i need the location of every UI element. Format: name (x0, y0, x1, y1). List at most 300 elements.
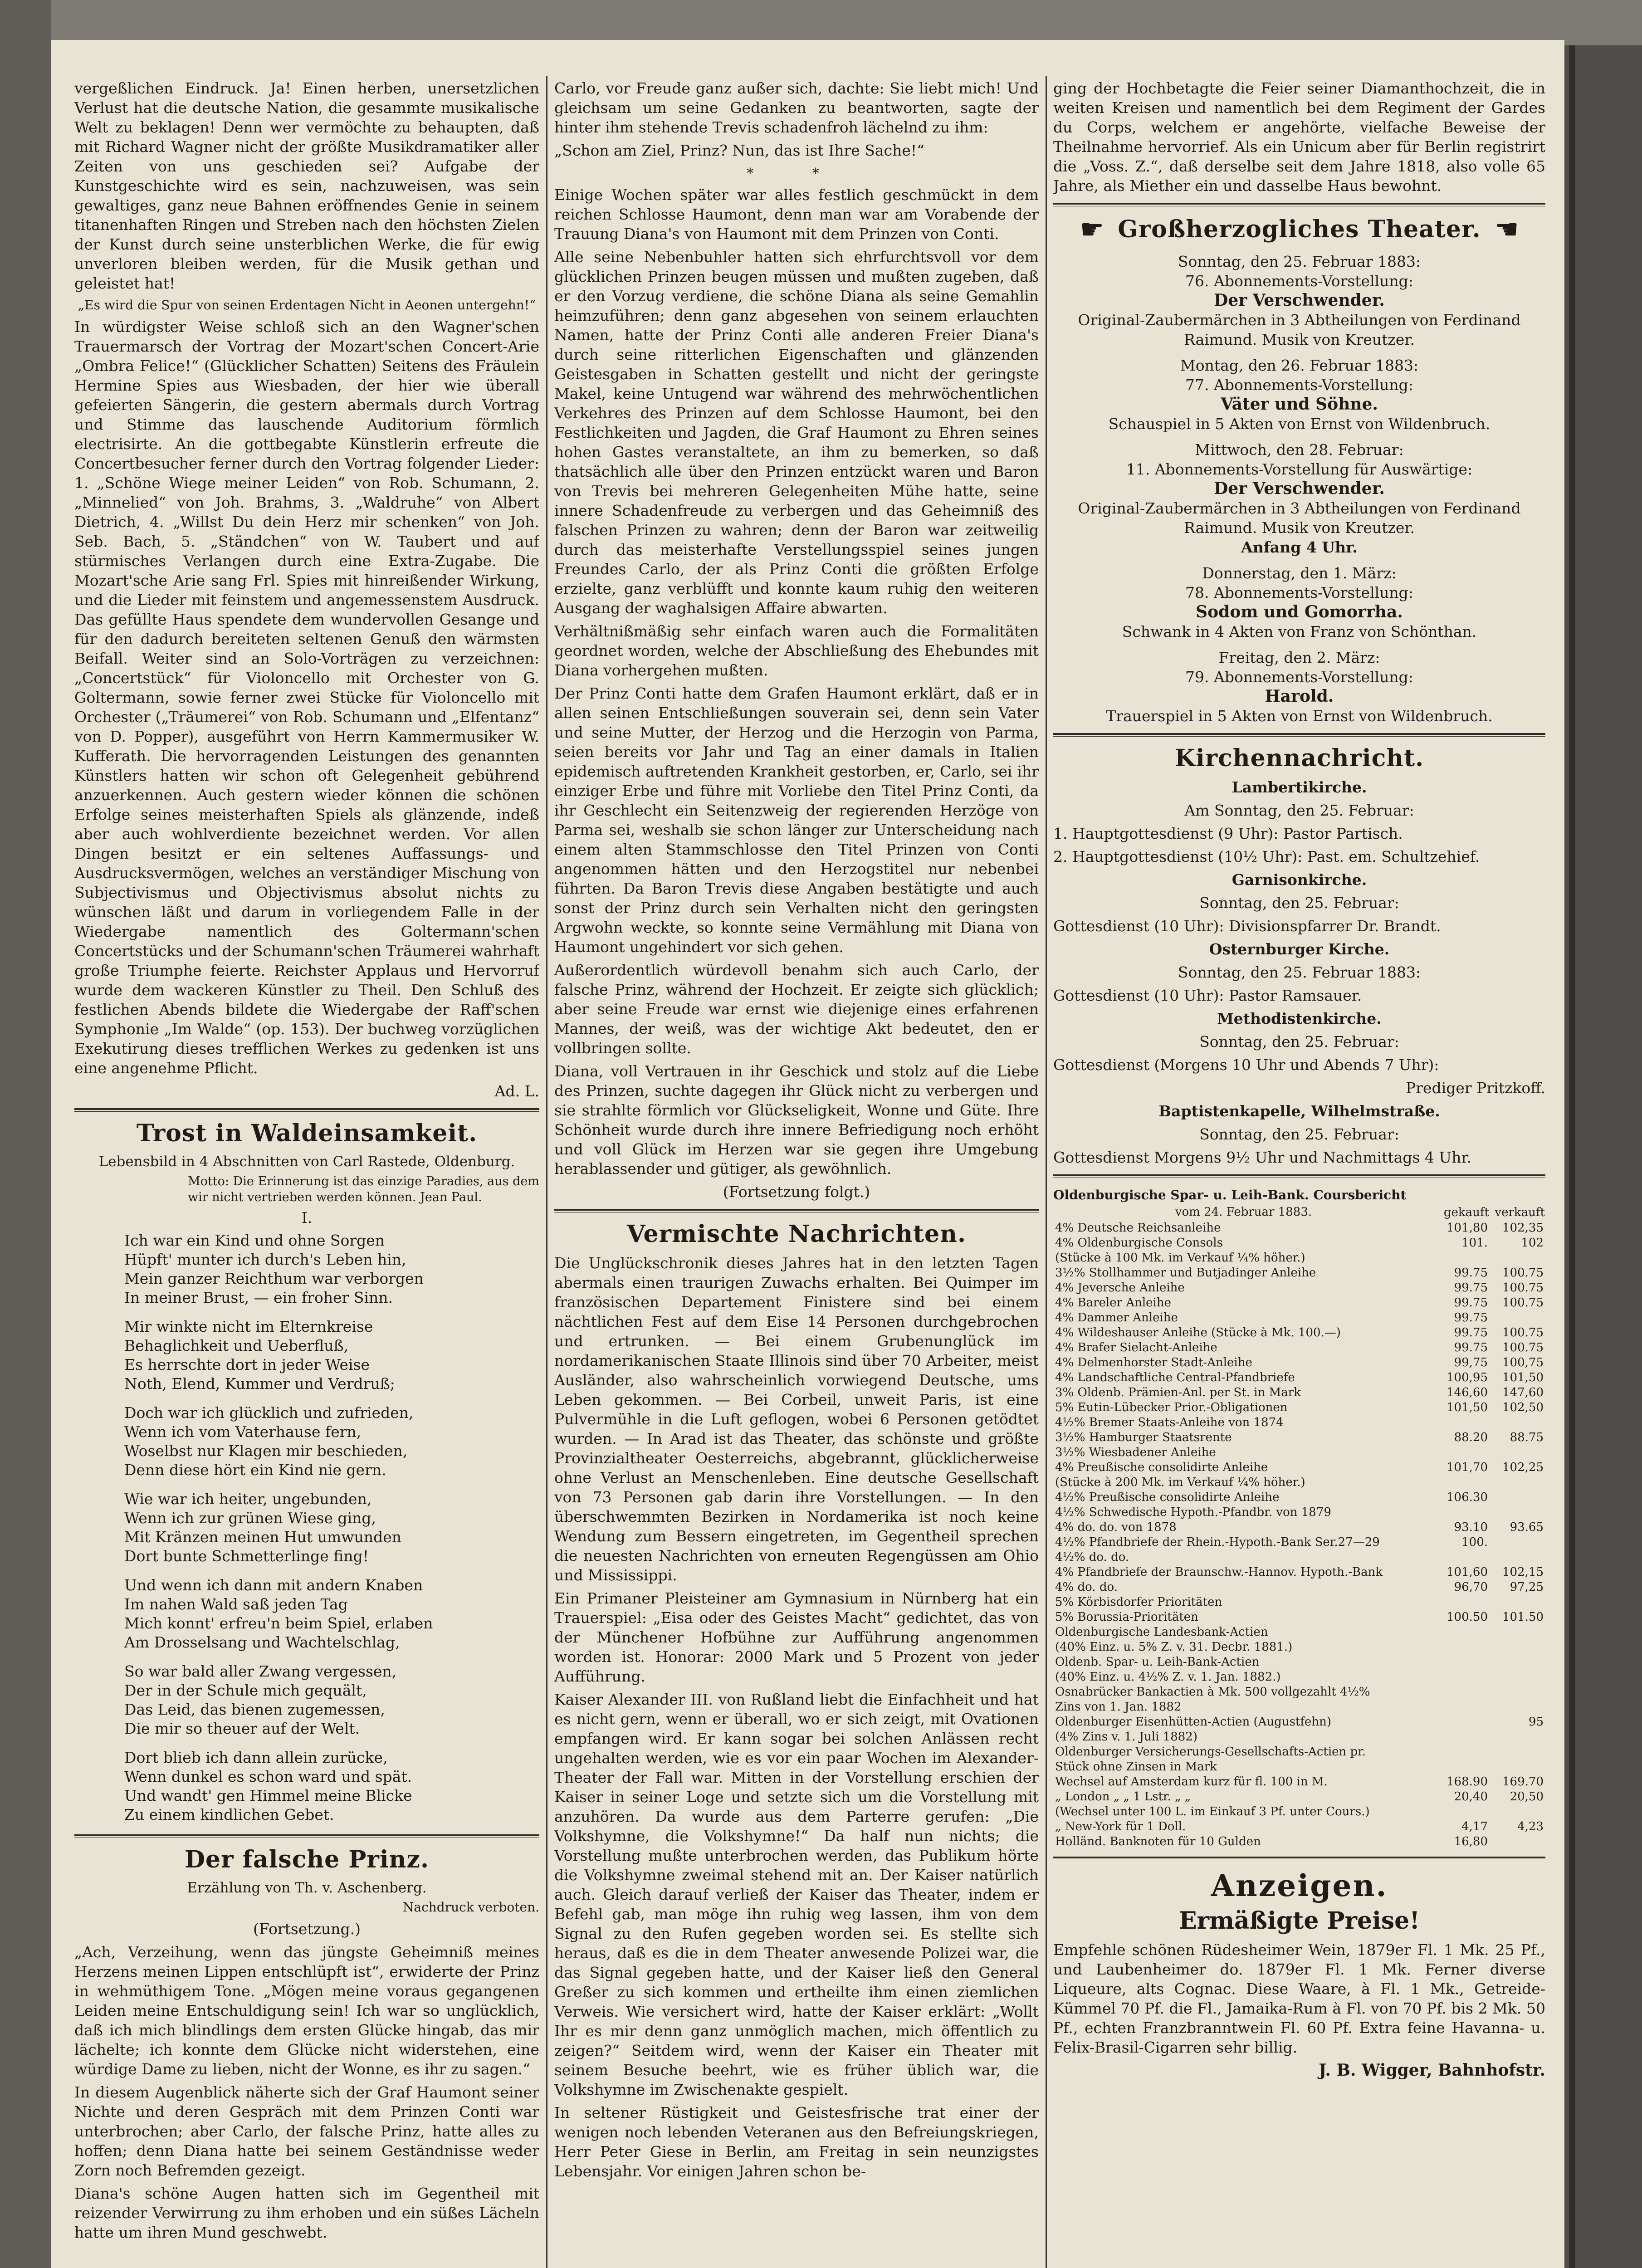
theater-desc: Schwank in 4 Akten von Franz von Schönthan. (1122, 623, 1477, 640)
story-paragraph: Diana, voll Vertrauen in ihr Geschick und stolz auf die Liebe des Prinzen, suchte dagegen ihr Glück nicht zu verbergen und sie strahlte förmlich vor Glückseligkeit, Wonne und Güte. Ihre Schönheit wurde durch ihre innere Befriedigung noch erhöht und voll Glück im Herzen war sie gegen ihre Umgebung herablassender und gütiger, als gewöhnlich. (554, 1062, 1039, 1178)
kurs-sold: 20,50 (1510, 1790, 1544, 1804)
prinz-continuation: (Fortsetzung.) (253, 1920, 361, 1938)
theater-desc: Schauspiel in 5 Akten von Ernst von Wildenbruch. (1108, 415, 1491, 433)
theater-entry (1053, 648, 1545, 726)
kurs-security: 4% Preußische consolidirte Anleihe (1055, 1461, 1268, 1474)
kurs-bought (1434, 1745, 1490, 1760)
kurs-row (1053, 1310, 1545, 1325)
kurs-bought: 99.75 (1454, 1266, 1488, 1280)
kurs-header-row (1053, 1205, 1545, 1221)
column-2 (554, 78, 1039, 2185)
kurs-row (1053, 1685, 1545, 1700)
poem-line: Wenn dunkel es schon ward und spät. (124, 1768, 412, 1785)
kurs-col-sold: verkauft (1495, 1206, 1545, 1219)
kirche-baptist-1: Gottesdienst Morgens 9½ Uhr und Nachmittags 4 Uhr. (1053, 1149, 1472, 1166)
kurs-sold: 101.50 (1502, 1610, 1544, 1624)
poem-stanza (124, 1317, 539, 1393)
kurs-row (1053, 1730, 1545, 1745)
theater-title: Großherzogliches Theater. (1118, 215, 1481, 243)
poem-line: Wenn ich zur grünen Wiese ging, (124, 1509, 376, 1527)
kurs-sold (1490, 1834, 1545, 1849)
kurs-row (1053, 1610, 1545, 1625)
kurs-row (1053, 1625, 1545, 1640)
kurs-sold: 100.75 (1502, 1341, 1544, 1354)
kurs-bought: 93.10 (1454, 1520, 1488, 1534)
kurs-bought (1434, 1670, 1490, 1685)
kurs-sold: 97,25 (1510, 1580, 1544, 1594)
divider (1053, 203, 1545, 206)
kurs-row (1053, 1834, 1545, 1849)
theater-series: 79. Abonnements-Vorstellung: (1185, 668, 1413, 686)
news-paragraph: Die Unglückschronik dieses Jahres hat in den letzten Tagen abermals einen traurigen Zuwachs erhalten. Bei Quimper im französischen Departement Finistere sind bei einem nächtlichen Fest auf dem Eise 14 Personen durchgebrochen und ertrunken. — Bei einem Grubenunglück im nordamerikanischen Staate Illinois sind über 70 Arbeiter, meist Ausländer, also wahrscheinlich vorwiegend Deutsche, ums Leben gekommen. — Bei Corbeil, unweit Paris, ist eine Pulvermühle in die Luft geflogen, wobei 6 Personen getödtet wurden. — In Arad ist das Theater, das schönste und größte Provinzialtheater Oesterreichs, abgebrannt, glücklicherweise ohne Verlust an Menschenleben. Eine deutsche Gesellschaft von 73 Personen gab darin ihre Vorstellungen. — In den überschwemmten Bezirken in Nordamerika ist noch keine Wendung zum Bessern eingetreten, im Gegentheil sprechen die neuesten Nachrichten von erneuten Regengüssen am Ohio und Mississippi. (554, 1254, 1039, 1584)
kurs-row (1053, 1655, 1545, 1670)
kurs-sold: 88.75 (1510, 1431, 1544, 1444)
kurs-bought (1434, 1475, 1490, 1490)
kurs-security: 4% do. do. von 1878 (1055, 1520, 1177, 1534)
divider (554, 1209, 1039, 1212)
poem-line: Noth, Elend, Kummer und Verdruß; (124, 1375, 395, 1393)
theater-play: Sodom und Gomorrha. (1196, 602, 1403, 621)
theater-desc: Original-Zaubermärchen in 3 Abtheilungen von Ferdinand Raimund. Musik von Kreutzer. (1078, 311, 1521, 348)
theater-date: Mittwoch, den 28. Februar: (1195, 441, 1404, 459)
kurs-bought (1434, 1550, 1490, 1565)
theater-desc: Trauerspiel in 5 Akten von Ernst von Wildenbruch. (1106, 707, 1493, 725)
kurs-bought (1434, 1595, 1490, 1610)
pointing-hand-left-icon: ☚ (1494, 214, 1519, 245)
page-left-shadow (0, 0, 51, 2268)
kirche-garnison-date: Sonntag, den 25. Februar: (1199, 894, 1399, 912)
kurs-security: 4½% Schwedische Hypoth.-Pfandbr. von 1879 (1055, 1505, 1331, 1519)
poem-line: Es herrschte dort in jeder Weise (124, 1356, 370, 1374)
poem-line: Doch war ich glücklich und zufrieden, (124, 1404, 414, 1422)
kurs-security: 4% Delmenhorster Stadt-Anleihe (1055, 1356, 1252, 1369)
kurs-row (1053, 1295, 1545, 1310)
poem-line: Das Leid, das bienen zugemessen, (124, 1701, 385, 1718)
kurs-sold (1490, 1730, 1545, 1745)
anzeigen-firm: J. B. Wigger, Bahnhofstr. (1319, 2061, 1545, 2080)
kurs-security: (Wechsel unter 100 L. im Einkauf 3 Pf. unter Cours.) (1055, 1805, 1370, 1818)
poem-line: Mir winkte nicht im Elternkreise (124, 1318, 373, 1335)
theater-series: 11. Abonnements-Vorstellung für Auswärtige: (1126, 460, 1473, 478)
kurs-bought: 168.90 (1447, 1775, 1488, 1789)
article-paragraph: vergeßlichen Eindruck. Ja! Einen herben, unersetzlichen Verlust hat die deutsche Nation, die gesammte musikalische Welt zu beklagen! Denn wer vermöchte zu behaupten, daß mit Richard Wagner nicht der größte Musikdramatiker aller Zeiten von uns geschieden sei? Aufgabe der Kunstgeschichte wird es sein, nachzuweisen, was sein gewaltiges, ganz neue Bahnen eröffnendes Genie in seinem titanenhaften Ringen und Streben nach den höchsten Zielen der Kunst durch seine unsterblichen Werke, die für ewig unverloren bleiben werden, für die Musik gethan und geleistet hat! (74, 79, 539, 292)
story-paragraph: In diesem Augenblick näherte sich der Graf Haumont seiner Nichte und deren Gespräch mit dem Prinzen Conti war unterbrochen; aber Carlo, der falsche Prinz, hatte alles zu hoffen; denn Diana hatte bei seinem Geständnisse weder Zorn noch Befremden gezeigt. (74, 2083, 539, 2179)
story-paragraph: Diana's schöne Augen hatten sich im Gegentheil mit reizender Verwirrung zu ihm erhoben und ein süßes Lächeln hatte um ihren Mund geschwebt. (74, 2185, 539, 2241)
theater-play: Der Verschwender. (1214, 291, 1385, 310)
kurs-sold (1490, 1640, 1545, 1655)
kurs-security: 4½% do. do. (1055, 1550, 1129, 1564)
anzeigen-body: Empfehle schönen Rüdesheimer Wein, 1879er Fl. 1 Mk. 25 Pf., und Laubenheimer do. 1879er Fl. 1 Mk. Ferner diverse Liqueure, alts Cognac. Diese Waare, à Fl. 1 Mk., Getreide-Kümmel 70 Pf. die Fl., Jamaika-Rum à Fl. von 70 Pf. bis 2 Mk. 50 Pf., echten Franzbranntwein Fl. 60 Pf. Extra feine Havanna- u. Felix-Brasil-Cigarren sehr billig. (1053, 1941, 1545, 2056)
kurs-table (1053, 1205, 1545, 1849)
prinz-subtitle: Erzählung von Th. v. Aschenberg. (187, 1880, 427, 1896)
vermischte-title: Vermischte Nachrichten. (626, 1220, 967, 1248)
kurs-bought: 16,80 (1454, 1835, 1488, 1848)
kurs-security: 4% Bareler Anleihe (1055, 1296, 1172, 1310)
news-paragraph: In seltener Rüstigkeit und Geistesfrische trat einer der wenigen noch lebenden Veteranen aus den Befreiungskriegen, Herr Peter Giese in Berlin, am Freitag in sein neunzigstes Lebensjahr. Vor einigen Jahren schon be- (554, 2104, 1039, 2180)
kurs-row (1053, 1415, 1545, 1430)
kurs-row (1053, 1640, 1545, 1655)
kurs-row (1053, 1460, 1545, 1475)
kurs-row (1053, 1385, 1545, 1400)
theater-series: 77. Abonnements-Vorstellung: (1185, 376, 1413, 394)
poem-line: Und wandt' gen Himmel meine Blicke (124, 1787, 412, 1804)
kurs-bought (1434, 1640, 1490, 1655)
kurs-security: 4% Oldenburgische Consols (1055, 1236, 1223, 1250)
column-rule (546, 76, 547, 2268)
kurs-sold: 102,25 (1502, 1461, 1544, 1474)
kurs-sold (1490, 1595, 1545, 1610)
poem-line: Dort blieb ich dann allein zurücke, (124, 1749, 388, 1766)
kirche-osternburg-date: Sonntag, den 25. Februar 1883: (1178, 963, 1421, 981)
kurs-row (1053, 1580, 1545, 1595)
theater-date: Montag, den 26. Februar 1883: (1180, 357, 1419, 374)
kurs-bought: 4,17 (1461, 1820, 1488, 1833)
kurs-date: vom 24. Februar 1883. (1175, 1205, 1312, 1219)
kurs-sold (1490, 1550, 1545, 1565)
prinz-text-more (554, 185, 1039, 1178)
prinz-reprint-note: Nachdruck verboten. (402, 1900, 539, 1915)
kurs-bought: 101,70 (1447, 1461, 1488, 1474)
kurs-sold (1490, 1655, 1545, 1670)
theater-play: Der Verschwender. (1214, 479, 1385, 498)
story-paragraph: Verhältnißmäßig sehr einfach waren auch die Formalitäten geordnet worden, welche der Abschließung des Ehebundes mit Diana vorhergehen mußten. (554, 622, 1039, 679)
divider (1053, 733, 1545, 737)
kurs-security: 4½% Bremer Staats-Anleihe von 1874 (1055, 1416, 1284, 1429)
kurs-sold (1490, 1415, 1545, 1430)
kurs-sold (1490, 1685, 1545, 1700)
poem-line: Denn diese hört ein Kind nie gern. (124, 1461, 386, 1479)
poem-line: Die mir so theuer auf der Welt. (124, 1720, 360, 1737)
kurs-sold: 102,50 (1502, 1401, 1544, 1414)
kurs-security: Zins von 1. Jan. 1882 (1055, 1700, 1182, 1714)
kurs-bought: 100,95 (1447, 1371, 1488, 1384)
kurs-sold (1490, 1670, 1545, 1685)
trost-section: I. (301, 1209, 313, 1227)
kurs-security: Holländ. Banknoten für 10 Gulden (1055, 1835, 1261, 1848)
kurs-bought: 100. (1461, 1535, 1488, 1549)
kurs-security: Osnabrücker Bankactien à Mk. 500 vollgezahlt 4½% (1055, 1685, 1370, 1699)
vermischte-text (554, 1253, 1039, 2181)
kurs-sold (1490, 1475, 1545, 1490)
kurs-sold: 169.70 (1502, 1775, 1544, 1789)
kurs-sold: 100.75 (1502, 1326, 1544, 1339)
poem-stanza (124, 1403, 539, 1480)
kurs-sold (1490, 1310, 1545, 1325)
kurs-security: 3½% Hamburger Staatsrente (1055, 1431, 1232, 1444)
kurs-sold (1490, 1804, 1545, 1819)
kirche-method-1: Gottesdienst (Morgens 10 Uhr und Abends 7 Uhr): (1053, 1056, 1439, 1074)
kurs-bought (1434, 1804, 1490, 1819)
kirche-baptist: Baptistenkapelle, Wilhelmstraße. (1158, 1102, 1440, 1120)
kurs-col-bought: gekauft (1443, 1206, 1489, 1219)
poem-stanza (124, 1231, 539, 1307)
kurs-sold (1490, 1251, 1545, 1266)
news-paragraph: Kaiser Alexander III. von Rußland liebt die Einfachheit und hat es nicht gern, wenn er überall, wo er sich zeigt, mit Ovationen empfangen wird. Er kann sogar bei solchen Anlässen recht ungehalten werden, wie es vor ein paar Wochen im Alexander-Theater der Fall war. Mitten in der Vorstellung erschien der Kaiser in seiner Loge und setzte sich um die Vorstellung mit anzuhören. Da wurde aus dem Parterre gerufen: „Die Volkshymne, die Volkshymne!“ Da half nun nichts; die Vorstellung mußte unterbrochen werden, das Publikum hörte die Volkshymne zweimal stehend mit an. Der Kaiser natürlich auch. Gleich darauf verließ der Kaiser das Theater, indem er Befehl gab, man möge ihn ruhig weg lassen, ihm von dem Signal zu den Rufen gegeben worden sei. Es stellte sich heraus, daß es die in dem Theater anwesende Polizei war, die das Signal gegeben hatte, und der Kaiser ließ den General Greßer zu sich kommen und ertheilte ihm einen ziemlichen Verweis. Wie versichert wird, hatte der Kaiser erklärt: „Wollt Ihr es mir denn ganz unmöglich machen, mich öffentlich zu zeigen?“ Seitdem wird, wenn der Kaiser ein Theater mit seinem Besuche beehrt, wie es früher üblich war, die Volkshymne im Zwischenakte gespielt. (554, 1691, 1039, 2098)
kurs-row (1053, 1700, 1545, 1715)
poem-line: Mein ganzer Reichthum war verborgen (124, 1270, 424, 1287)
poem-stanza (124, 1490, 539, 1566)
theater-entry (1053, 440, 1545, 557)
prinz-fortsetzung: (Fortsetzung folgt.) (723, 1183, 870, 1201)
kurs-row (1053, 1819, 1545, 1834)
story-paragraph: Alle seine Nebenbuhler hatten sich ehrfurchtsvoll vor dem glücklichen Prinzen beugen müssen und mußten zugeben, daß er den Vorzug verdiene, die schöne Diana als seine Gemahlin heimzuführen; denn ganz abgesehen von seinem erlauchten Namen, hatte der Prinz Conti alle anderen Freier Diana's durch seine ritterlichen Eigenschaften und glänzenden Geistesgaben in Schatten gestellt und nicht der geringste Makel, keine Untugend war während des mehrwöchentlichen Verkehres des Prinzen auf dem Schlosse Haumont, bei den Festlichkeiten und Jagden, die Graf Haumont zu Ehren seines hohen Gastes veranstaltete, an ihm zu bemerken, so daß thatsächlich alle über den Prinzen entzückt waren und Baron von Trevis bei mehreren Gelegenheiten Mühe hatte, seine innere Schadenfreude zu verbergen und das Geheimniß des falschen Prinzen zu wahren; denn der Baron war zeitweilig durch das meisterhafte Verstellungsspiel seines jungen Freundes Carlo, der als Prinz Conti die größten Erfolge erzielte, ganz verblüfft und konnte kaum ruhig den weiteren Ausgang der waghalsigen Affaire abwarten. (554, 248, 1039, 617)
trost-title: Trost in Waldeinsamkeit. (136, 1119, 478, 1147)
kurs-bought: 99.75 (1454, 1281, 1488, 1295)
column-3 (1053, 78, 1545, 2084)
divider (1053, 1174, 1545, 1178)
kurs-sold: 95 (1528, 1715, 1544, 1729)
poem-line: So war bald aller Zwang vergessen, (124, 1662, 397, 1680)
kurs-bought: 101,80 (1447, 1221, 1488, 1235)
kurs-row (1053, 1595, 1545, 1610)
kurs-sold: 100.75 (1502, 1281, 1544, 1295)
story-paragraph: Carlo, vor Freude ganz außer sich, dachte: Sie liebt mich! Und gleichsam um seine Gedanken zu beantworten, sagte der hinter ihm stehende Trevis schadenfroh lächelnd zu ihm: (554, 79, 1039, 136)
kurs-bought: 101. (1461, 1236, 1488, 1250)
story-paragraph: Der Prinz Conti hatte dem Grafen Haumont erklärt, daß er in allen seinen Entschließungen souverain sei, denn sein Vater und seine Mutter, der Herzog und die Herzogin von Parma, seien bereits vor Jahr und Tag an einer damals in Italien epidemisch auftretenden Krankheit gestorben, er, Carlo, sei ihr einziger Erbe und führe mit Vorliebe den Titel Prinz Conti, da ihr Geschlecht ein Seitenzweig der regierenden Herzöge von Parma sei, weshalb sie schon länger zur Unterscheidung nach einem alten Stammschlosse den Titel Prinzen von Conti angenommen hätten und den Herzogstitel nur nebenbei führten. Da Baron Trevis diese Angaben bestätigte und auch sonst der Prinz durch sein Verhalten nicht den geringsten Argwohn weckte, so konnte seine Vermählung mit Diana von Haumont ungehindert vor sich gehen. (554, 684, 1039, 956)
kurs-row (1053, 1804, 1545, 1819)
kurs-security: 5% Borussia-Prioritäten (1055, 1610, 1198, 1624)
kurs-sold: 147,60 (1502, 1386, 1544, 1399)
kurs-bought: 106.30 (1447, 1491, 1488, 1504)
prinz-title: Der falsche Prinz. (184, 1846, 430, 1873)
kurs-bought: 20,40 (1454, 1790, 1488, 1804)
kurs-security: Oldenburger Eisenhütten-Actien (Augustfehn) (1055, 1715, 1332, 1729)
poem-line: Ich war ein Kind und ohne Sorgen (124, 1232, 385, 1249)
theater-series: 78. Abonnements-Vorstellung: (1185, 584, 1413, 601)
kirche-method: Methodistenkirche. (1217, 1010, 1382, 1027)
kirche-osternburg-1: Gottesdienst (10 Uhr): Pastor Ramsauer. (1053, 987, 1362, 1004)
theater-date: Freitag, den 2. März: (1218, 649, 1380, 666)
kurs-sold: 100.75 (1502, 1266, 1544, 1280)
kirche-lamberti: Lambertikirche. (1232, 778, 1367, 796)
theater-extra: Anfang 4 Uhr. (1241, 538, 1358, 556)
kurs-security: 3% Oldenb. Prämien-Anl. per St. in Mark (1055, 1386, 1301, 1399)
kurs-bought: 99.75 (1454, 1326, 1488, 1339)
kurs-bought: 100.50 (1447, 1610, 1488, 1624)
kurs-bought (1434, 1505, 1490, 1520)
kurs-bought (1434, 1625, 1490, 1640)
kurs-row (1053, 1340, 1545, 1355)
kurs-security: Oldenburger Versicherungs-Gesellschafts-Actien pr. (1055, 1745, 1366, 1759)
kurs-row (1053, 1445, 1545, 1460)
kurs-row (1053, 1670, 1545, 1685)
kurs-security: 4% Wildeshauser Anleihe (Stücke à Mk. 100.—) (1055, 1326, 1341, 1339)
concert-paragraph: In würdigster Weise schloß sich an den Wagner'schen Trauermarsch der Vortrag der Mozart'schen Concert-Arie „Ombra Felice!“ (Glücklicher Schatten) Seitens des Fräulein Hermine Spies aus Wiesbaden, der hier wie überall gefeierten Sängerin, die gestern abermals durch Vortrag und Stimme das lauschende Auditorium förmlich electrisirte. An die gottbegabte Künstlerin erfreute die Concertbesucher ferner durch den Vortrag folgender Lieder: 1. „Schöne Wiege meiner Leiden“ von Rob. Schumann, 2. „Minnelied“ von Joh. Brahms, 3. „Waldruhe“ von Albert Dietrich, 4. „Willst Du dein Herz mir schenken“ von Joh. Seb. Bach, 5. „Ständchen“ von W. Taubert und auf stürmisches Verlangen durch eine Extra-Zugabe. Die Mozart'sche Arie sang Frl. Spies mit hinreißender Wirkung, und die Lieder mit feinstem und angemessenstem Ausdruck. Das gefüllte Haus spendete dem wundervollen Gesange und für den dadurch bereiteten seltenen Genuß den wärmsten Beifall. Weiter sind an Solo-Vorträgen zu verzeichnen: „Concertstück“ für Violoncello mit Orchester von G. Goltermann, sowie ferner zwei Stücke für Violoncello mit Orchester („Träumerei“ von Rob. Schumann und „Elfentanz“ von D. Popper), ausgeführt von Herrn Kammermusiker W. Kufferath. Die hervorragenden Leistungen des genannten Künstlers hatten wir schon oft Gelegenheit gebührend anzuerkennen. Auch gestern wieder können die schönen Erfolge seines meisterhaften Spiels als glänzende, indeß aber auch wohlverdiente bezeichnet werden. Vor allen Dingen besitzt er ein seltenes Auffassungs- und Ausdrucksvermögen, welches an verständiger Mischung von Subjectivismus und Objectivismus absolut nichts zu wünschen läßt und darum in vorliegendem Falle in der Wiedergabe namentlich des Goltermann'schen Concertstücks und der Schumann'schen Träumerei wahrhaft große Triumphe feierte. Reichster Applaus und Hervorruf wurde dem wackeren Künstler zu Theil. Den Schluß des festlichen Abends bildete die Wiedergabe der Raff'schen Symphonie „Im Walde“ (op. 153). Der buchweg vorzüglichen Exekutirung dieses trefflichen Werkes zu gedenken ist uns eine angenehme Pflicht. (74, 318, 539, 1077)
kurs-sold: 93.65 (1510, 1520, 1544, 1534)
binding-edge (1564, 45, 1642, 2268)
news-paragraph: Ein Primaner Pleisteiner am Gymnasium in Nürnberg hat ein Trauerspiel: „Eisa oder des Geistes Macht“ gedichtet, das von der Münchener Hofbühne zur Aufführung angenommen worden ist. Honorar: 2000 Mark und 5 Prozent von jeder Aufführung. (554, 1589, 1039, 1685)
kurs-security: 4% Pfandbriefe der Braunschw.-Hannov. Hypoth.-Bank (1055, 1565, 1383, 1579)
kurs-row (1053, 1789, 1545, 1804)
poem-line: Am Drosselsang und Wachtelschlag, (124, 1633, 400, 1651)
kurs-row (1053, 1550, 1545, 1565)
kurs-security: (Stücke à 200 Mk. im Verkauf ¼% höher.) (1055, 1476, 1305, 1489)
poem-line: Mich konnt' erfreu'n beim Spiel, erlaben (124, 1614, 433, 1632)
kurs-row (1053, 1430, 1545, 1445)
newspaper-page (51, 40, 1564, 2268)
theater-series: 76. Abonnements-Vorstellung: (1185, 272, 1413, 290)
pointing-hand-right-icon: ☛ (1080, 214, 1104, 245)
article-signature: Ad. L. (494, 1082, 539, 1100)
theater-entry (1053, 563, 1545, 641)
story-paragraph: Einige Wochen später war alles festlich geschmückt in dem reichen Schlosse Haumont, denn man war am Vorabende der Trauung Diana's von Haumont mit dem Prinzen von Conti. (554, 186, 1039, 243)
kurs-bought (1434, 1730, 1490, 1745)
kurs-row (1053, 1236, 1545, 1251)
poem-line: In meiner Brust, — ein froher Sinn. (124, 1289, 393, 1306)
theater-date: Donnerstag, den 1. März: (1202, 564, 1397, 582)
kirche-baptist-date: Sonntag, den 25. Februar: (1199, 1125, 1399, 1143)
column-rule (1046, 76, 1047, 2268)
wagner-article (74, 78, 539, 293)
kirche-method-2: Prediger Pritzkoff. (1406, 1079, 1545, 1097)
poem-line: Mit Kränzen meinen Hut umwunden (124, 1528, 401, 1546)
kirche-osternburg: Osternburger Kirche. (1209, 940, 1390, 958)
poem-line: Und wenn ich dann mit andern Knaben (124, 1576, 423, 1594)
kurs-row (1053, 1325, 1545, 1340)
kurs-security: Wechsel auf Amsterdam kurz für fl. 100 in M. (1055, 1775, 1328, 1789)
theater-entry (1053, 252, 1545, 349)
kurs-row (1053, 1490, 1545, 1505)
theater-entry (1053, 356, 1545, 434)
kurs-sold (1490, 1490, 1545, 1505)
kirche-lamberti-2: 2. Hauptgottesdienst (10½ Uhr): Past. em. Schultzehief. (1053, 848, 1480, 865)
poem-line: Der in der Schule mich gequält, (124, 1681, 367, 1699)
kirche-garnison-1: Gottesdienst (10 Uhr): Divisionspfarrer Dr. Brandt. (1053, 917, 1441, 935)
story-paragraph: „Ach, Verzeihung, wenn das jüngste Geheimniß meines Herzens meinen Lippen entschlüpft ist“, erwiderte der Prinz in wehmüthigem Tone. „Mögen meine voraus gegangenen Leiden meine Entschuldigung sein! Ich war so unglücklich, daß ich mich blindlings dem ersten Glücke hingab, das mir lächelte; ich konnte dem Glücke nicht widerstehen, eine würdige Dame zu lieben, nicht der Wonne, es ihr zu sagen.“ (74, 1943, 539, 2078)
kurs-row (1053, 1774, 1545, 1789)
kurs-security: 4% Deutsche Reichsanleihe (1055, 1221, 1221, 1235)
kurs-bought (1434, 1715, 1490, 1730)
kurs-row (1053, 1535, 1545, 1550)
kurs-row (1053, 1715, 1545, 1730)
poem-stanza (124, 1748, 539, 1824)
giese-continuation: ging der Hochbetagte die Feier seiner Diamanthochzeit, die in weiten Kreisen und namentlich bei dem Regiment der Gardes du Corps, welchem er angehörte, vielfache Beweise der Theilnahme hervorrief. Als ein Unicum aber für Berlin registrirt die „Voss. Z.“, daß derselbe seit dem Jahre 1818, also volle 65 Jahre, als Miether ein und dasselbe Haus bewohnt. (1053, 79, 1545, 195)
kirche-lamberti-date: Am Sonntag, den 25. Februar: (1184, 802, 1414, 819)
kirche-title: Kirchennachricht. (1174, 744, 1424, 772)
kurs-security: Stück ohne Zinsen in Mark (1055, 1760, 1217, 1774)
kurs-sold: 4,23 (1517, 1820, 1544, 1833)
kurs-row (1053, 1370, 1545, 1385)
kurs-row (1053, 1355, 1545, 1370)
kurs-security: (Stücke à 100 Mk. im Verkauf ¼% höher.) (1055, 1251, 1305, 1265)
wagner-quote: „Es wird die Spur von seinen Erdentagen Nicht in Aeonen untergehn!“ (78, 298, 536, 313)
theater-play: Väter und Söhne. (1221, 395, 1378, 414)
kurs-security: 4% Landschaftliche Central-Pfandbriefe (1055, 1371, 1295, 1384)
kurs-row (1053, 1400, 1545, 1415)
kurs-security: Oldenb. Spar- u. Leih-Bank-Actien (1055, 1655, 1260, 1669)
kurs-sold: 100,75 (1502, 1356, 1544, 1369)
kurs-security: 5% Eutin-Lübecker Prior.-Obligationen (1055, 1401, 1288, 1414)
kurs-security: (40% Einz. u. 5% Z. v. 31. Decbr. 1881.) (1055, 1640, 1293, 1654)
kurs-bought: 99.75 (1454, 1296, 1488, 1310)
kurs-sold (1490, 1700, 1545, 1715)
kurs-sold (1490, 1445, 1545, 1460)
theater-program (1053, 252, 1545, 726)
trost-motto: Motto: Die Erinnerung ist das einzige Paradies, aus dem wir nicht vertrieben werden können. Jean Paul. (188, 1174, 539, 1204)
kurs-bought (1434, 1251, 1490, 1266)
kurs-title: Oldenburgische Spar- u. Leih-Bank. Coursbericht (1053, 1188, 1407, 1202)
kurs-bought (1434, 1760, 1490, 1774)
kirche-method-date: Sonntag, den 25. Februar: (1199, 1033, 1399, 1051)
kurs-sold: 102,15 (1502, 1565, 1544, 1579)
kurs-security: 4½% Pfandbriefe der Rhein.-Hypoth.-Bank Ser.27—29 (1055, 1535, 1380, 1549)
poem-line: Wie war ich heiter, ungebunden, (124, 1490, 372, 1508)
poem-line: Behaglichkeit und Ueberfluß, (124, 1337, 349, 1354)
kurs-security: „ London „ „ 1 Lstr. „ „ (1055, 1790, 1191, 1804)
kurs-row (1053, 1281, 1545, 1295)
kurs-bought: 99.75 (1454, 1311, 1488, 1325)
poem-line: Im nahen Wald saß jeden Tag (124, 1595, 348, 1613)
kurs-bought: 101,60 (1447, 1565, 1488, 1579)
kirche-lamberti-1: 1. Hauptgottesdienst (9 Uhr): Pastor Partisch. (1053, 825, 1403, 842)
column-1 (74, 78, 539, 2246)
kurs-security: 4½% Preußische consolidirte Anleihe (1055, 1491, 1280, 1504)
kurs-security: 4% Brafer Sielacht-Anleihe (1055, 1341, 1217, 1354)
theater-play: Harold. (1265, 687, 1334, 706)
kurs-security: 3½% Stollhammer und Butjadinger Anleihe (1055, 1266, 1316, 1280)
kurs-security: (4% Zins v. 1. Juli 1882) (1055, 1730, 1197, 1744)
kurs-sold (1490, 1535, 1545, 1550)
kurs-sold (1490, 1625, 1545, 1640)
kurs-bought (1434, 1445, 1490, 1460)
kurs-bought (1434, 1685, 1490, 1700)
kurs-row (1053, 1565, 1545, 1580)
kurs-security: 3½% Wiesbadener Anleihe (1055, 1446, 1216, 1459)
kurs-sold (1490, 1505, 1545, 1520)
kurs-sold: 102 (1521, 1236, 1544, 1250)
kurs-row (1053, 1745, 1545, 1760)
kurs-row (1053, 1251, 1545, 1266)
kurs-bought: 101,50 (1447, 1401, 1488, 1414)
kurs-sold (1490, 1760, 1545, 1774)
divider (1053, 1857, 1545, 1860)
theater-desc: Original-Zaubermärchen in 3 Abtheilungen von Ferdinand Raimund. Musik von Kreutzer. (1078, 499, 1521, 537)
anzeigen-title: Anzeigen. (1211, 1868, 1388, 1903)
kurs-row (1053, 1520, 1545, 1535)
kirche-garnison: Garnisonkirche. (1232, 871, 1367, 889)
kurs-security: „ New-York für 1 Doll. (1055, 1820, 1186, 1833)
divider (74, 1108, 539, 1112)
prinz-text-cont (554, 78, 1039, 160)
anzeigen-subtitle: Ermäßigte Preise! (1178, 1907, 1420, 1935)
kurs-security: (40% Einz. u. 4½% Z. v. 1. Jan. 1882.) (1055, 1670, 1281, 1684)
kurs-row (1053, 1221, 1545, 1236)
kurs-security: 4% do. do. (1055, 1580, 1118, 1594)
kurs-bought: 146,60 (1447, 1386, 1488, 1399)
kurs-row (1053, 1760, 1545, 1774)
kurs-row (1053, 1505, 1545, 1520)
kurs-bought (1434, 1700, 1490, 1715)
section-stars: * * (747, 166, 846, 181)
kurs-sold: 101,50 (1502, 1371, 1544, 1384)
trost-poem (124, 1231, 539, 1824)
poem-line: Woselbst nur Klagen mir beschieden, (124, 1442, 408, 1460)
poem-stanza (124, 1662, 539, 1738)
poem-line: Hüpft' munter ich durch's Leben hin, (124, 1251, 406, 1268)
poem-line: Dort bunte Schmetterlinge fing! (124, 1547, 369, 1565)
divider (74, 1834, 539, 1838)
theater-date: Sonntag, den 25. Februar 1883: (1178, 253, 1421, 270)
prinz-text (74, 1942, 539, 2242)
story-paragraph: „Schon am Ziel, Prinz? Nun, das ist Ihre Sache!“ (554, 142, 924, 159)
kurs-sold (1490, 1745, 1545, 1760)
kurs-security: 4% Dammer Anleihe (1055, 1311, 1178, 1325)
trost-subtitle: Lebensbild in 4 Abschnitten von Carl Rastede, Oldenburg. (98, 1154, 515, 1170)
kurs-bought: 88.20 (1454, 1431, 1488, 1444)
kurs-bought: 99,75 (1454, 1356, 1488, 1369)
kurs-bought: 99.75 (1454, 1341, 1488, 1354)
kurs-security: Oldenburgische Landesbank-Actien (1055, 1625, 1268, 1639)
